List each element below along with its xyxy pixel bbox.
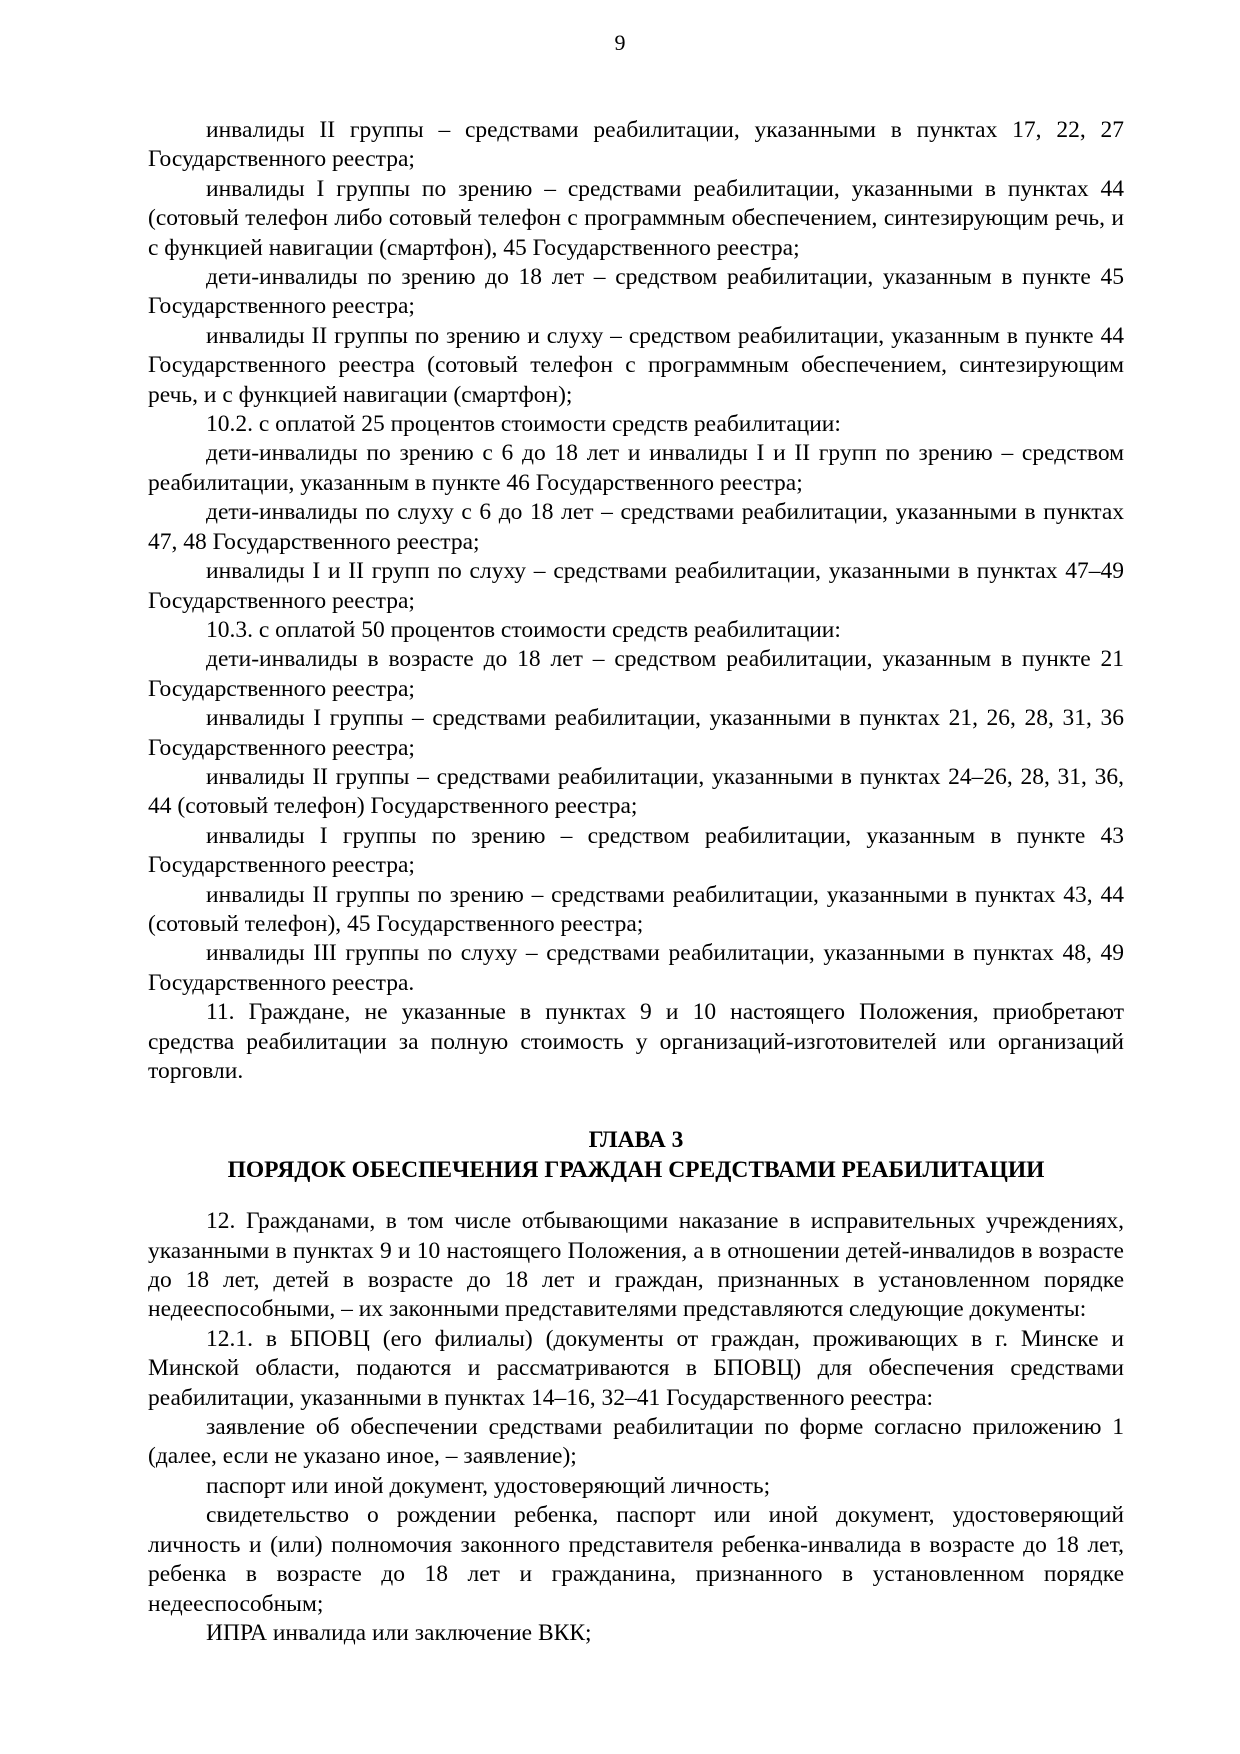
paragraph: дети-инвалиды в возрасте до 18 лет – средством реабилитации, указанным в пункте 21 Государственного реестра; <box>148 646 1124 702</box>
paragraph: заявление об обеспечении средствами реабилитации по форме согласно приложению 1 (далее, если не указано иное, – заявление); <box>148 1414 1124 1470</box>
paragraph: инвалиды II группы – средствами реабилитации, указанными в пунктах 24–26, 28, 31, 36, 44 (сотовый телефон) Государственного реестра; <box>148 763 1124 820</box>
chapter-number: ГЛАВА 3 <box>588 1127 684 1154</box>
chapter-heading <box>148 1126 1124 1185</box>
subsection-heading: 10.3. с оплатой 50 процентов стоимости средств реабилитации: <box>206 616 841 643</box>
paragraph: дети-инвалиды по слуху с 6 до 18 лет – средствами реабилитации, указанными в пунктах 47, 48 Государственного реестра; <box>148 499 1124 555</box>
paragraph: 12.1. в БПОВЦ (его филиалы) (документы от граждан, проживающих в г. Минске и Минской области, подаются и рассматриваются в БПОВЦ) для обеспечения средствами реабилитации, указанными в пунктах 14–16, 32–41 Государственного реестра: <box>148 1325 1124 1411</box>
paragraph: паспорт или иной документ, удостоверяющий личность; <box>206 1472 771 1499</box>
paragraph: инвалиды II группы по зрению – средствами реабилитации, указанными в пунктах 43, 44 (сотовый телефон), 45 Государственного реестра; <box>148 881 1124 937</box>
document-body <box>148 116 1124 1648</box>
chapter-title: ПОРЯДОК ОБЕСПЕЧЕНИЯ ГРАЖДАН СРЕДСТВАМИ РЕАБИЛИТАЦИИ <box>227 1156 1045 1183</box>
paragraph: инвалиды I группы по зрению – средством реабилитации, указанным в пункте 43 Государственного реестра; <box>148 822 1124 879</box>
paragraph: инвалиды I группы по зрению – средствами реабилитации, указанными в пунктах 44 (сотовый телефон либо сотовый телефон с программным обеспечением, синтезирующим речь, и с функцией навигации (смартфон), 45 Государственного реестра; <box>148 175 1124 261</box>
subsection-heading: 10.2. с оплатой 25 процентов стоимости средств реабилитации: <box>206 411 841 438</box>
page-number: 9 <box>614 30 626 55</box>
paragraph: инвалиды II группы – средствами реабилитации, указанными в пунктах 17, 22, 27 Государственного реестра; <box>148 117 1124 173</box>
paragraph: 12. Гражданами, в том числе отбывающими наказание в исправительных учреждениях, указанными в пунктах 9 и 10 настоящего Положения, а в отношении детей-инвалидов в возрасте до 18 лет, детей в возрасте до 18 лет и граждан, признанных в установленном порядке недееспособными, – их законными представителями представляются следующие документы: <box>148 1208 1124 1323</box>
paragraph: инвалиды I и II групп по слуху – средствами реабилитации, указанными в пунктах 47–49 Государственного реестра; <box>148 558 1124 614</box>
paragraph: свидетельство о рождении ребенка, паспорт или иной документ, удостоверяющий личность и (или) полномочия законного представителя ребенка-инвалида в возрасте до 18 лет, ребенка в возрасте до 18 лет и гражданина, признанного в установленном порядке недееспособным; <box>148 1502 1124 1617</box>
paragraph: инвалиды II группы по зрению и слуху – средством реабилитации, указанным в пункте 44 Государственного реестра (сотовый телефон с программным обеспечением, синтезирующим речь, и с функцией навигации (смартфон); <box>148 322 1124 408</box>
paragraph: 11. Граждане, не указанные в пунктах 9 и 10 настоящего Положения, приобретают средства реабилитации за полную стоимость у организаций-изготовителей или организаций торговли. <box>148 999 1124 1084</box>
paragraph: инвалиды I группы – средствами реабилитации, указанными в пунктах 21, 26, 28, 31, 36 Государственного реестра; <box>148 705 1124 761</box>
paragraph: дети-инвалиды по зрению с 6 до 18 лет и инвалиды I и II групп по зрению – средством реабилитации, указанным в пункте 46 Государственного реестра; <box>148 440 1124 496</box>
paragraph: ИПРА инвалида или заключение ВКК; <box>206 1619 592 1646</box>
paragraph: дети-инвалиды по зрению до 18 лет – средством реабилитации, указанным в пункте 45 Государственного реестра; <box>148 264 1124 320</box>
paragraph: инвалиды III группы по слуху – средствами реабилитации, указанными в пунктах 48, 49 Государственного реестра. <box>148 940 1124 996</box>
